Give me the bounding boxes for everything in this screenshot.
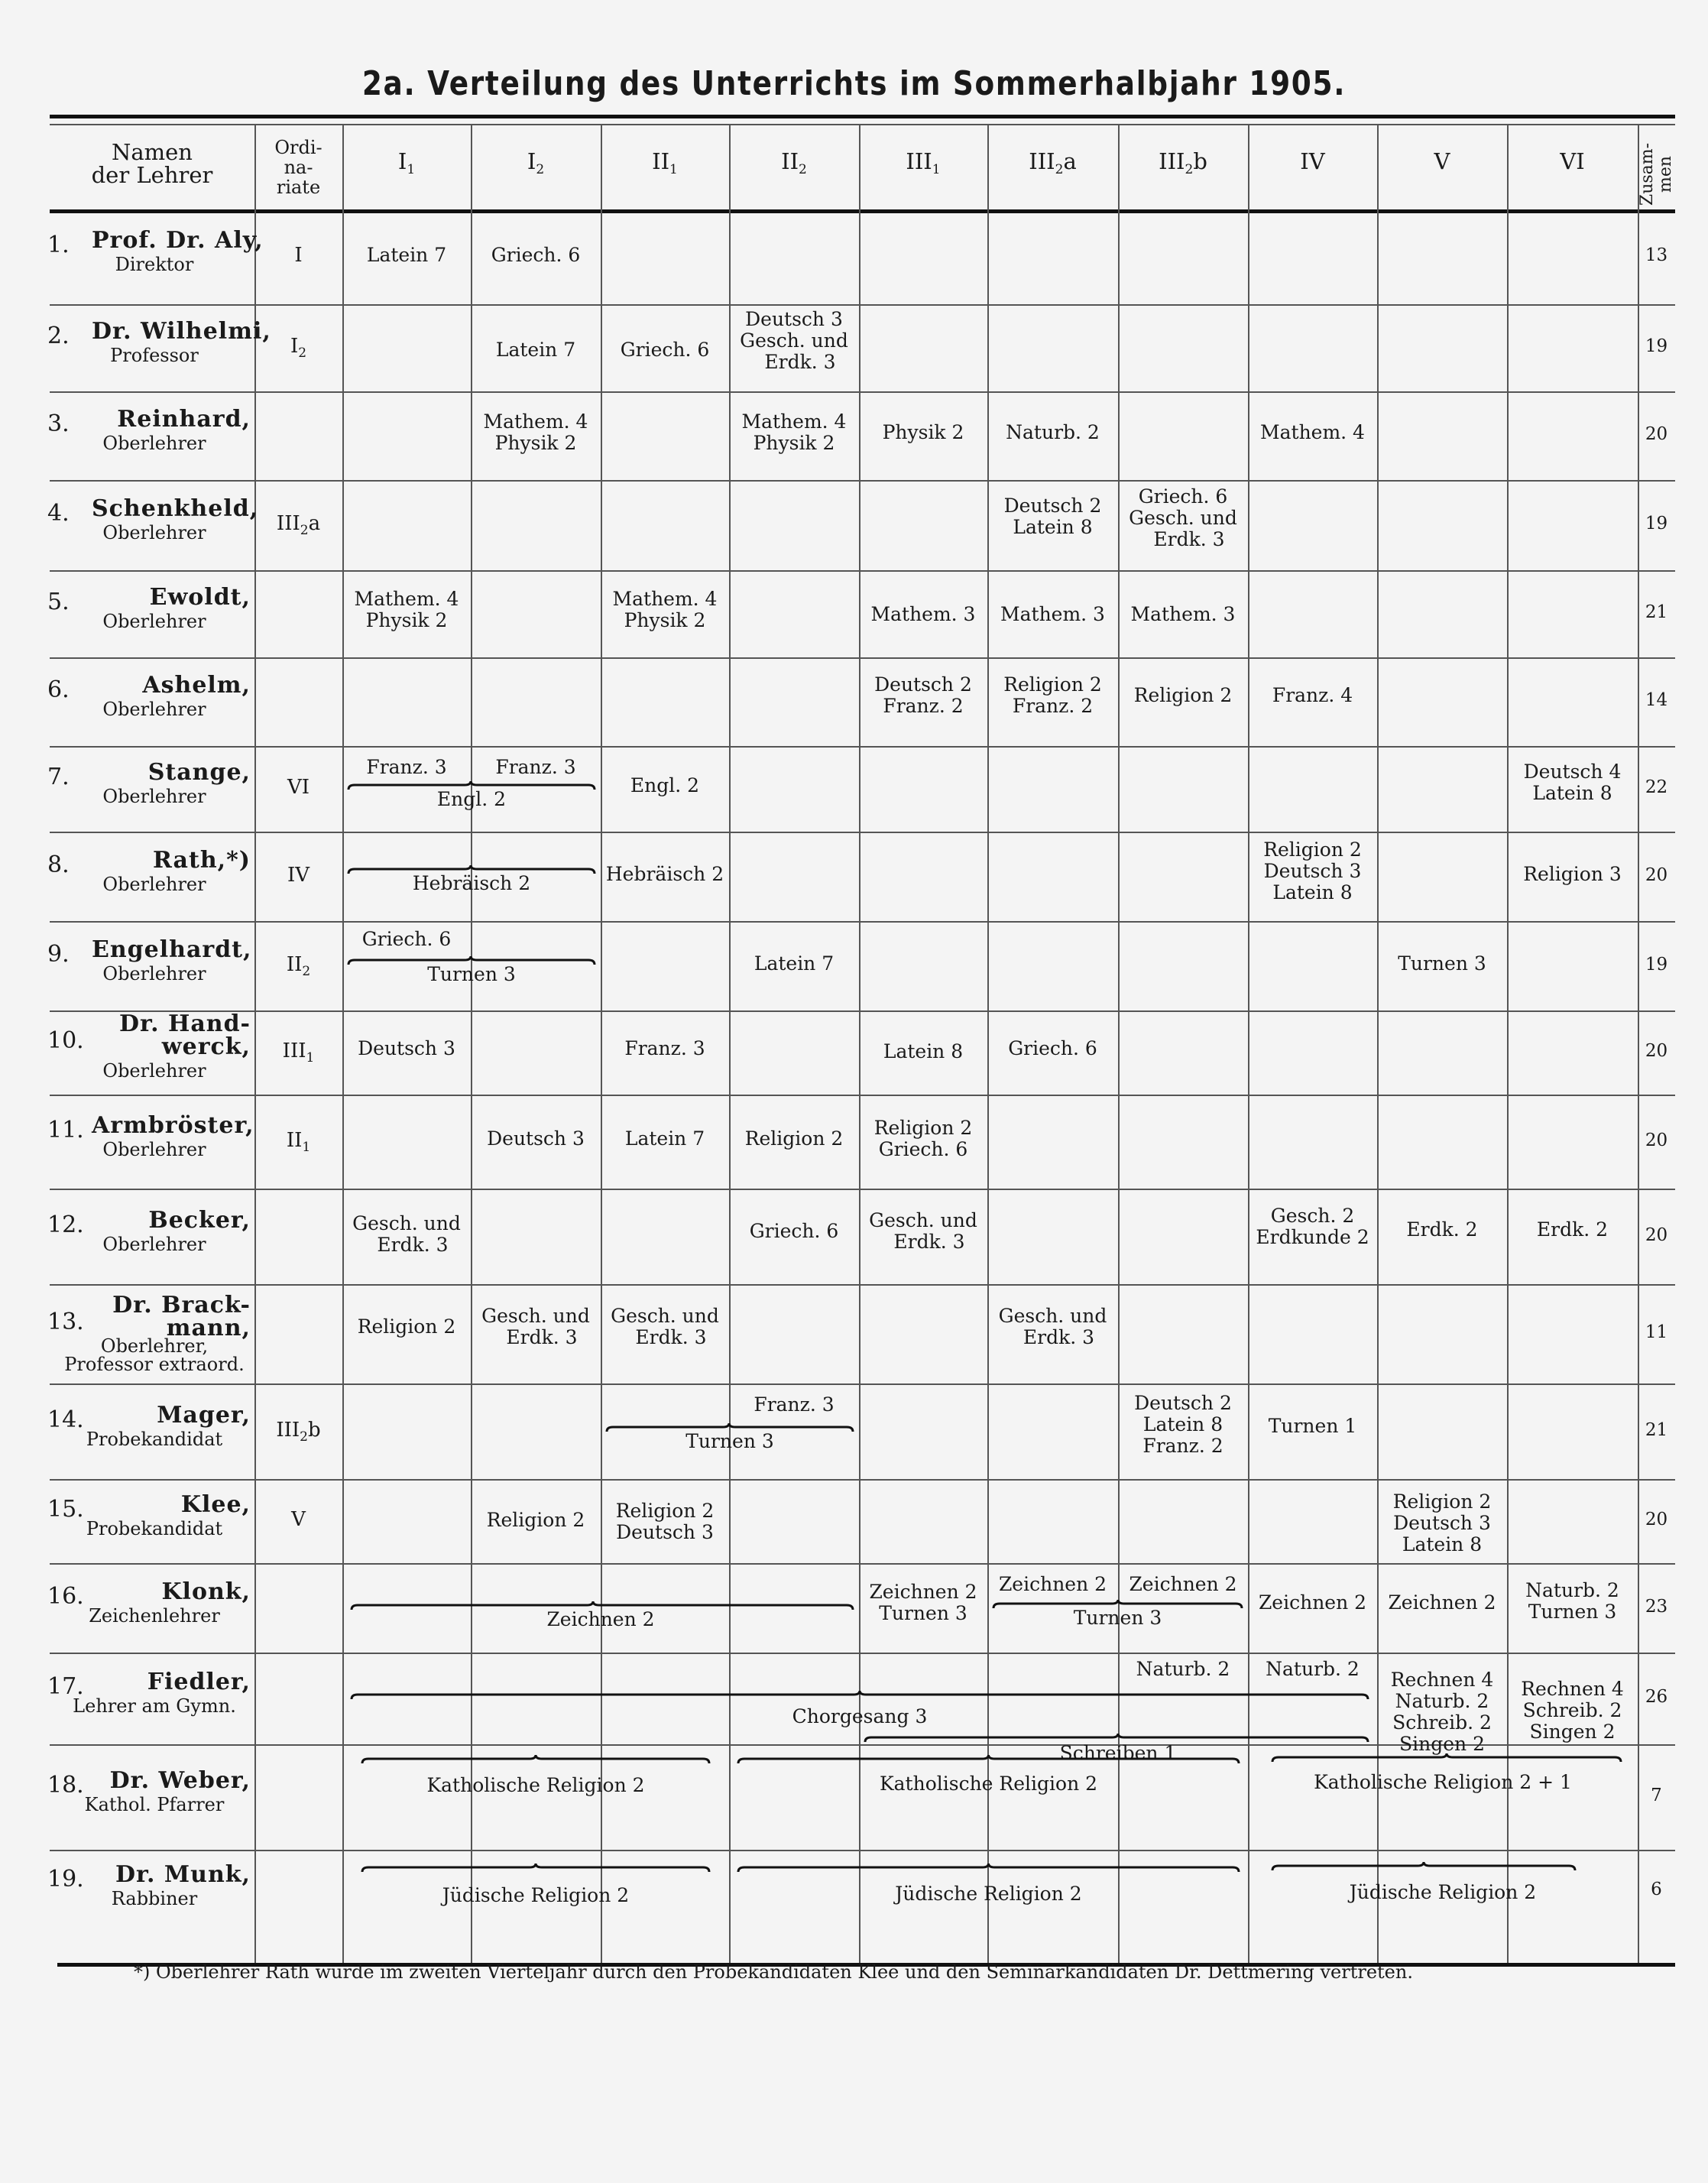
total-hours: 20 — [1645, 424, 1668, 444]
teacher-title: Oberlehrer — [102, 1060, 206, 1082]
ordinariate-cell — [254, 1419, 342, 1448]
total-hours: 19 — [1645, 954, 1668, 975]
header-class-base: III — [1159, 148, 1185, 174]
lesson-cell: Mathem. 3 — [870, 603, 976, 625]
teacher-number: 19. — [47, 1866, 84, 1893]
row-separator — [50, 746, 1675, 748]
header-total: Zusam- men — [1638, 142, 1675, 206]
lesson-cell: Mathem. 3 — [1000, 603, 1105, 625]
lesson-cell: Turnen 1 — [1268, 1415, 1357, 1437]
span-lesson: Hebräisch 2 — [412, 872, 531, 894]
lesson-cell: Deutsch 3 Gesch. und Erdk. 3 — [740, 308, 848, 373]
row-separator — [50, 570, 1675, 572]
column-rule — [729, 124, 731, 1963]
header-class-sub: 2 — [1185, 162, 1194, 177]
column-rule — [471, 124, 472, 1963]
header-class-sub: 1 — [407, 162, 416, 177]
row-separator — [50, 1095, 1675, 1096]
lesson-cell: Naturb. 2 Turnen 3 — [1525, 1579, 1619, 1623]
span-brace — [347, 780, 596, 791]
row-separator — [50, 1010, 1675, 1012]
row-separator — [50, 391, 1675, 393]
teacher-number: 5. — [47, 589, 70, 615]
teacher-number: 7. — [47, 764, 70, 790]
total-hours: 20 — [1645, 1041, 1668, 1061]
lesson-cell: Religion 2 Deutsch 3 Latein 8 — [1263, 838, 1362, 903]
teacher-number: 1. — [47, 232, 70, 258]
teacher-number: 12. — [47, 1211, 84, 1238]
header-class — [1118, 150, 1248, 181]
footnote: *) Oberlehrer Rath wurde im zweiten Vierteljahr durch den Probekandidaten Klee und den Seminarkandidaten Dr. Dettmering vertreten. — [134, 1961, 1413, 1983]
teacher-title: Oberlehrer, Professor extraord. — [64, 1335, 245, 1375]
total-hours: 14 — [1645, 690, 1668, 710]
header-class-rest: a — [1063, 148, 1077, 174]
lesson-cell: Griech. 6 — [361, 928, 452, 950]
span-brace — [350, 1601, 854, 1611]
ordinariate-rest: a — [308, 512, 321, 535]
lesson-cell: Latein 7 — [495, 339, 576, 361]
lesson-cell: Mathem. 4 Physik 2 — [354, 588, 459, 631]
lesson-cell: Deutsch 3 — [358, 1037, 455, 1059]
header-class-base: III — [906, 148, 932, 174]
lesson-cell: Naturb. 2 — [1006, 421, 1100, 443]
lesson-cell: Griech. 6 — [1008, 1037, 1097, 1059]
header-class-base: II — [781, 148, 799, 174]
ordinariate-cell — [254, 245, 342, 273]
ordinariate-base: I — [290, 335, 299, 358]
span-brace — [737, 1754, 1240, 1765]
teacher-number: 16. — [47, 1582, 84, 1610]
lesson-cell: Religion 2 Deutsch 3 — [615, 1500, 715, 1543]
ordinariate-sub: 2 — [298, 345, 307, 361]
teacher-name: Fiedler, — [147, 1669, 251, 1695]
row-separator — [50, 1479, 1675, 1481]
teacher-number: 2. — [47, 323, 70, 349]
teacher-title: Oberlehrer — [102, 962, 206, 984]
total-hours: 19 — [1645, 336, 1668, 356]
ordinariate-cell — [254, 513, 342, 541]
lesson-cell: Franz. 4 — [1272, 684, 1353, 706]
ordinariate-base: IV — [287, 863, 310, 887]
header-class-sub: 1 — [932, 162, 941, 177]
header-class — [987, 150, 1118, 181]
lesson-cell: Latein 8 — [883, 1040, 964, 1062]
lesson-cell: Mathem. 4 — [1260, 421, 1365, 443]
span-brace — [361, 1863, 711, 1873]
lesson-cell: Deutsch 2 Franz. 2 — [874, 673, 972, 717]
lesson-cell: Engl. 2 — [630, 774, 700, 796]
span-brace — [737, 1863, 1240, 1873]
lesson-cell: Franz. 3 — [366, 756, 447, 778]
total-hours: 20 — [1645, 864, 1668, 885]
span-brace — [864, 1733, 1369, 1743]
header-names: Namen der Lehrer — [91, 139, 213, 188]
span-brace — [347, 955, 596, 966]
ordinariate-cell — [254, 1130, 342, 1158]
ordinariate-sub: 2 — [302, 963, 311, 979]
lesson-cell: Griech. 6 Gesch. und Erdk. 3 — [1129, 485, 1237, 550]
lesson-cell: Gesch. und Erdk. 3 — [998, 1305, 1107, 1348]
teacher-name: Prof. Dr. Aly, — [92, 227, 264, 254]
teacher-name: Reinhard, — [117, 406, 251, 433]
header-bottom-rule — [50, 209, 1675, 213]
teacher-title: Professor — [110, 345, 199, 366]
header-class-base: II — [652, 148, 670, 174]
teacher-title: Oberlehrer — [102, 433, 206, 454]
span-lesson: Jüdische Religion 2 — [895, 1883, 1082, 1905]
total-hours: 20 — [1645, 1224, 1668, 1245]
header-class-base: I — [527, 148, 536, 174]
lesson-cell: Religion 2 Deutsch 3 Latein 8 — [1392, 1490, 1492, 1555]
header-class — [342, 150, 471, 181]
column-rule — [1118, 124, 1120, 1963]
teacher-name: Mager, — [157, 1401, 251, 1429]
lesson-cell: Zeichnen 2 — [1388, 1591, 1496, 1614]
lesson-cell: Religion 2 Griech. 6 — [873, 1117, 973, 1160]
teacher-name: Dr. Weber, — [109, 1767, 251, 1794]
total-hours: 22 — [1645, 777, 1668, 797]
total-hours: 26 — [1645, 1687, 1668, 1707]
teacher-name: Dr. Brack- mann, — [112, 1292, 251, 1341]
row-separator — [50, 480, 1675, 482]
ordinariate-sub: 2 — [300, 523, 309, 538]
lesson-cell: Deutsch 4 Latein 8 — [1523, 761, 1622, 804]
lesson-cell: Turnen 3 — [1398, 952, 1486, 975]
lesson-cell: Franz. 3 — [754, 1393, 835, 1416]
span-brace — [361, 1754, 711, 1765]
span-lesson: Engl. 2 — [436, 788, 507, 810]
lesson-cell: Griech. 6 — [491, 244, 581, 266]
row-separator — [50, 657, 1675, 659]
lesson-cell: Gesch. 2 Erdkunde 2 — [1256, 1205, 1369, 1248]
span-lesson: Jüdische Religion 2 — [442, 1884, 630, 1906]
top-rule-thin — [50, 124, 1675, 125]
lesson-cell: Zeichnen 2 — [1129, 1573, 1237, 1595]
ordinariate-base: II — [286, 952, 303, 976]
ordinariate-cell — [254, 1509, 342, 1537]
lesson-cell: Zeichnen 2 — [998, 1573, 1107, 1595]
ordinariate-cell — [254, 777, 342, 805]
span-brace — [1271, 1753, 1622, 1763]
row-separator — [50, 1653, 1675, 1654]
lesson-cell: Physik 2 — [882, 421, 964, 443]
lesson-cell: Religion 2 — [357, 1315, 456, 1338]
total-hours: 19 — [1645, 514, 1668, 534]
teacher-name: Armbröster, — [92, 1111, 254, 1139]
total-hours: 11 — [1645, 1322, 1668, 1342]
lesson-cell: Religion 2 — [744, 1127, 844, 1150]
lesson-cell: Rechnen 4 Schreib. 2 Singen 2 — [1521, 1678, 1624, 1743]
teacher-number: 3. — [47, 410, 70, 437]
span-lesson: Chorgesang 3 — [792, 1705, 928, 1727]
span-brace — [605, 1422, 854, 1433]
lesson-cell: Deutsch 3 — [487, 1127, 585, 1150]
span-lesson: Schreiben 1 — [1059, 1742, 1177, 1764]
span-lesson: Turnen 3 — [685, 1430, 774, 1452]
teacher-title: Lehrer am Gymn. — [73, 1695, 236, 1717]
lesson-cell: Mathem. 4 Physik 2 — [483, 410, 588, 454]
teacher-title: Oberlehrer — [102, 1233, 206, 1255]
total-hours: 23 — [1645, 1596, 1668, 1617]
teacher-title: Oberlehrer — [102, 873, 206, 895]
teacher-title: Zeichenlehrer — [89, 1604, 220, 1627]
total-hours: 20 — [1645, 1510, 1668, 1529]
header-class-sub: 2 — [536, 162, 545, 177]
ordinariate-sub: 1 — [302, 1139, 311, 1155]
ordinariate-base: V — [291, 1508, 306, 1531]
teacher-number: 11. — [47, 1116, 84, 1143]
teacher-name: Stange, — [147, 759, 251, 786]
ordinariate-base: I — [294, 244, 303, 267]
lesson-cell: Religion 3 — [1523, 863, 1622, 885]
teacher-title: Direktor — [115, 254, 194, 275]
span-lesson: Turnen 3 — [1073, 1607, 1162, 1629]
total-hours: 20 — [1645, 1130, 1668, 1150]
lesson-cell: Mathem. 3 — [1130, 603, 1236, 625]
lesson-cell: Religion 2 Franz. 2 — [1003, 673, 1102, 717]
lesson-cell: Zeichnen 2 — [1258, 1591, 1367, 1614]
header-class — [601, 150, 729, 181]
ordinariate-base: VI — [287, 776, 310, 799]
teacher-number: 14. — [47, 1406, 84, 1433]
lesson-cell: Latein 7 — [624, 1127, 705, 1150]
header-ordinariate: Ordi- na- riate — [274, 137, 322, 198]
teacher-number: 13. — [47, 1309, 84, 1335]
teacher-name: Dr. Wilhelmi, — [92, 318, 271, 345]
lesson-cell: Latein 7 — [366, 244, 447, 266]
ordinariate-cell — [254, 954, 342, 982]
teacher-title: Oberlehrer — [102, 611, 206, 632]
total-hours: 7 — [1651, 1786, 1662, 1805]
lesson-cell: Franz. 3 — [624, 1037, 705, 1059]
teacher-number: 6. — [47, 676, 70, 703]
lesson-cell: Griech. 6 — [620, 339, 710, 361]
span-brace — [1271, 1861, 1577, 1872]
teacher-number: 9. — [47, 940, 70, 968]
header-class-base: III — [1029, 148, 1055, 174]
header-class-sub: 1 — [669, 162, 678, 177]
lesson-cell: Deutsch 2 Latein 8 Franz. 2 — [1134, 1392, 1232, 1457]
header-class — [1248, 150, 1377, 181]
span-lesson: Zeichnen 2 — [546, 1608, 655, 1630]
ordinariate-base: III — [282, 1040, 306, 1062]
header-class-sub: 2 — [1055, 162, 1064, 177]
lesson-cell: Mathem. 4 Physik 2 — [741, 410, 847, 454]
ordinariate-cell — [254, 1040, 342, 1069]
header-class-base: IV — [1300, 148, 1325, 174]
ordinariate-sub: 1 — [306, 1050, 315, 1066]
teacher-title: Oberlehrer — [102, 522, 206, 543]
header-class — [1507, 150, 1638, 181]
teacher-title: Oberlehrer — [102, 786, 206, 807]
teacher-name: Becker, — [148, 1206, 251, 1234]
span-brace — [350, 1690, 1369, 1701]
header-class-base: I — [397, 148, 407, 174]
lesson-cell: Gesch. und Erdk. 3 — [352, 1212, 461, 1256]
header-class — [859, 150, 987, 181]
total-hours: 6 — [1651, 1880, 1662, 1899]
teacher-number: 8. — [47, 851, 70, 878]
lesson-cell: Griech. 6 — [749, 1220, 839, 1242]
lesson-cell: Mathem. 4 Physik 2 — [612, 588, 718, 631]
ordinariate-base: III — [276, 512, 300, 535]
ordinariate-sub: 2 — [300, 1429, 308, 1445]
teacher-title: Probekandidat — [86, 1428, 223, 1450]
row-separator — [50, 921, 1675, 923]
span-lesson: Katholische Religion 2 + 1 — [1314, 1771, 1572, 1793]
teacher-name: Ewoldt, — [149, 584, 251, 611]
total-hours: 21 — [1645, 1419, 1668, 1440]
span-brace — [347, 864, 596, 875]
teacher-name: Dr. Munk, — [115, 1861, 251, 1888]
span-lesson: Katholische Religion 2 — [426, 1774, 645, 1796]
lesson-cell: Hebräisch 2 — [605, 863, 724, 885]
lesson-cell: Zeichnen 2 Turnen 3 — [869, 1581, 977, 1624]
teacher-name: Schenkheld, — [92, 495, 259, 522]
lesson-cell: Latein 7 — [754, 952, 835, 975]
lesson-cell: Religion 2 — [1133, 684, 1233, 706]
span-lesson: Turnen 3 — [427, 963, 516, 985]
header-class-sub: 2 — [799, 162, 807, 177]
teacher-title: Oberlehrer — [102, 699, 206, 720]
teacher-name: Rath,*) — [152, 846, 251, 874]
lesson-cell: Erdk. 2 — [1406, 1218, 1478, 1241]
lesson-cell: Naturb. 2 — [1266, 1658, 1360, 1680]
lesson-cell: Naturb. 2 — [1136, 1658, 1230, 1680]
ordinariate-cell — [254, 864, 342, 893]
teacher-number: 17. — [47, 1673, 84, 1700]
row-separator — [50, 1284, 1675, 1286]
ordinariate-base: II — [286, 1128, 303, 1152]
lesson-cell: Franz. 3 — [495, 756, 576, 778]
span-brace — [992, 1599, 1243, 1610]
lesson-cell: Religion 2 — [486, 1509, 585, 1531]
row-separator — [50, 1563, 1675, 1565]
row-separator — [50, 1189, 1675, 1190]
teacher-title: Kathol. Pfarrer — [84, 1794, 225, 1815]
lesson-cell: Erdk. 2 — [1536, 1218, 1609, 1241]
ordinariate-base: III — [276, 1418, 300, 1442]
lesson-cell: Deutsch 2 Latein 8 — [1003, 495, 1102, 538]
teacher-title: Rabbiner — [111, 1888, 198, 1909]
teacher-name: Ashelm, — [142, 672, 251, 699]
column-rule — [1248, 124, 1249, 1963]
header-class — [1377, 150, 1507, 181]
row-separator — [50, 1850, 1675, 1851]
header-class-rest: b — [1193, 148, 1207, 174]
teacher-name: Klonk, — [161, 1578, 251, 1605]
teacher-number: 4. — [47, 500, 70, 527]
span-lesson: Katholische Religion 2 — [879, 1773, 1098, 1795]
lesson-cell: Gesch. und Erdk. 3 — [481, 1305, 590, 1348]
row-separator — [50, 832, 1675, 833]
top-rule — [50, 115, 1675, 118]
total-hours: 13 — [1645, 245, 1668, 265]
lesson-cell: Gesch. und Erdk. 3 — [611, 1305, 719, 1348]
ordinariate-cell — [254, 336, 342, 364]
teacher-title: Oberlehrer — [102, 1138, 206, 1160]
teacher-name: Dr. Hand- werck, — [119, 1010, 251, 1060]
teacher-title: Probekandidat — [86, 1518, 223, 1539]
teacher-number: 10. — [47, 1027, 84, 1054]
header-class-base: V — [1434, 148, 1450, 174]
teacher-number: 18. — [47, 1772, 84, 1799]
span-lesson: Jüdische Religion 2 — [1349, 1881, 1537, 1903]
header-class — [471, 150, 601, 181]
header-class-base: VI — [1560, 148, 1585, 174]
lesson-cell: Gesch. und Erdk. 3 — [869, 1209, 977, 1253]
ordinariate-rest: b — [307, 1418, 321, 1442]
lesson-cell: Rechnen 4 Naturb. 2 Schreib. 2 Singen 2 — [1390, 1669, 1494, 1755]
row-separator — [50, 304, 1675, 306]
teacher-name: Klee, — [180, 1491, 251, 1518]
page-title: 2a. Verteilung des Unterrichts im Sommerhalbjahr 1905. — [361, 64, 1347, 103]
teacher-number: 15. — [47, 1496, 84, 1523]
total-hours: 21 — [1645, 602, 1668, 622]
row-separator — [50, 1383, 1675, 1385]
teacher-name: Engelhardt, — [92, 936, 252, 963]
header-class — [729, 150, 859, 181]
